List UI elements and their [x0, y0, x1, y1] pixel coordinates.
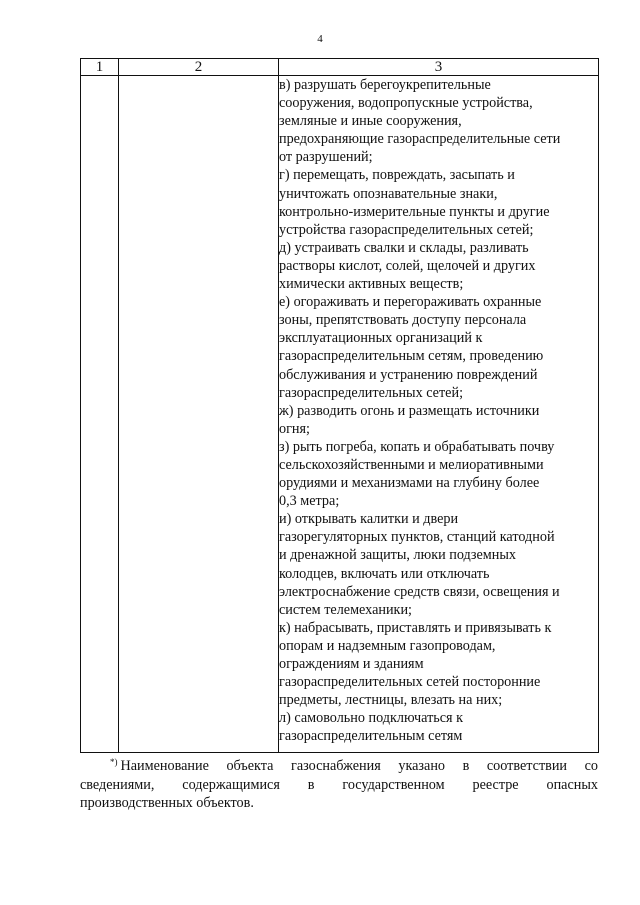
text-line: предохраняющие газораспределительные сети — [279, 131, 561, 148]
column-2-cell — [119, 76, 279, 753]
text-line: огня; — [279, 420, 310, 437]
text-line: 0,3 метра; — [279, 493, 340, 510]
column-3-cell — [279, 76, 599, 753]
text-line: газораспределительных сетей посторонние — [279, 674, 541, 691]
text-line: ж) разводить огонь и размещать источники — [279, 402, 540, 419]
text-line: газораспределительных сетей; — [279, 384, 464, 401]
restrictions-table — [80, 58, 599, 753]
text-line: уничтожать опознавательные знаки, — [279, 185, 498, 202]
text-line: д) устраивать свалки и склады, разливать — [279, 239, 529, 256]
text-line: и дренажной защиты, люки подземных — [279, 547, 516, 564]
table-row — [81, 76, 599, 753]
page-number: 4 — [317, 33, 323, 45]
text-line: от разрушений; — [279, 149, 373, 166]
text-line: электроснабжение средств связи, освещения и — [279, 583, 560, 600]
text-line: устройства газораспределительных сетей; — [279, 221, 534, 238]
text-line: газораспределительным сетям, проведению — [279, 348, 544, 365]
footnote-marker: *) — [110, 757, 118, 767]
footnote-line: сведениями, содержащимися в государственном реестре опасных — [80, 776, 598, 793]
footnote-line: производственных объектов. — [80, 795, 254, 811]
text-line: химически активных веществ; — [279, 276, 464, 293]
text-line: газораспределительным сетям — [279, 728, 463, 745]
text-line: сооружения, водопропускные устройства, — [279, 95, 533, 112]
footnote — [80, 757, 598, 813]
text-line: растворы кислот, солей, щелочей и других — [279, 257, 536, 274]
table-header-row — [81, 59, 599, 76]
text-line: е) огораживать и перегораживать охранные — [279, 294, 542, 311]
text-line: в) разрушать берегоукрепительные — [279, 77, 491, 93]
column-header-1: 1 — [81, 59, 119, 76]
text-line: л) самовольно подключаться к — [279, 710, 464, 727]
text-line: к) набрасывать, приставлять и привязывать к — [279, 619, 552, 636]
column-header-3: 3 — [279, 59, 599, 76]
text-line: обслуживания и устранению повреждений — [279, 366, 538, 383]
text-line: газорегуляторных пунктов, станций катодной — [279, 529, 555, 546]
text-line: колодцев, включать или отключать — [279, 565, 490, 582]
text-line: орудиями и механизмами на глубину более — [279, 475, 540, 492]
text-line: сельскохозяйственными и мелиоративными — [279, 456, 544, 473]
text-line: г) перемещать, повреждать, засыпать и — [279, 167, 515, 184]
text-line: и) открывать калитки и двери — [279, 511, 459, 528]
footnote-line — [80, 757, 598, 776]
text-line: опорам и надземным газопроводам, — [279, 637, 496, 654]
footnote-text: Наименование объекта газоснабжения указано в соответствии со — [120, 758, 598, 774]
column-1-cell — [81, 76, 119, 753]
text-line: систем телемеханики; — [279, 601, 412, 618]
text-line: контрольно-измерительные пункты и другие — [279, 203, 550, 220]
column-header-2: 2 — [119, 59, 279, 76]
text-line: предметы, лестницы, влезать на них; — [279, 692, 503, 709]
text-line: з) рыть погреба, копать и обрабатывать почву — [279, 438, 555, 455]
text-line: земляные и иные сооружения, — [279, 113, 462, 130]
text-line: эксплуатационных организаций к — [279, 330, 483, 347]
text-line: ограждениям и зданиям — [279, 656, 424, 672]
text-line: зоны, препятствовать доступу персонала — [279, 312, 527, 329]
